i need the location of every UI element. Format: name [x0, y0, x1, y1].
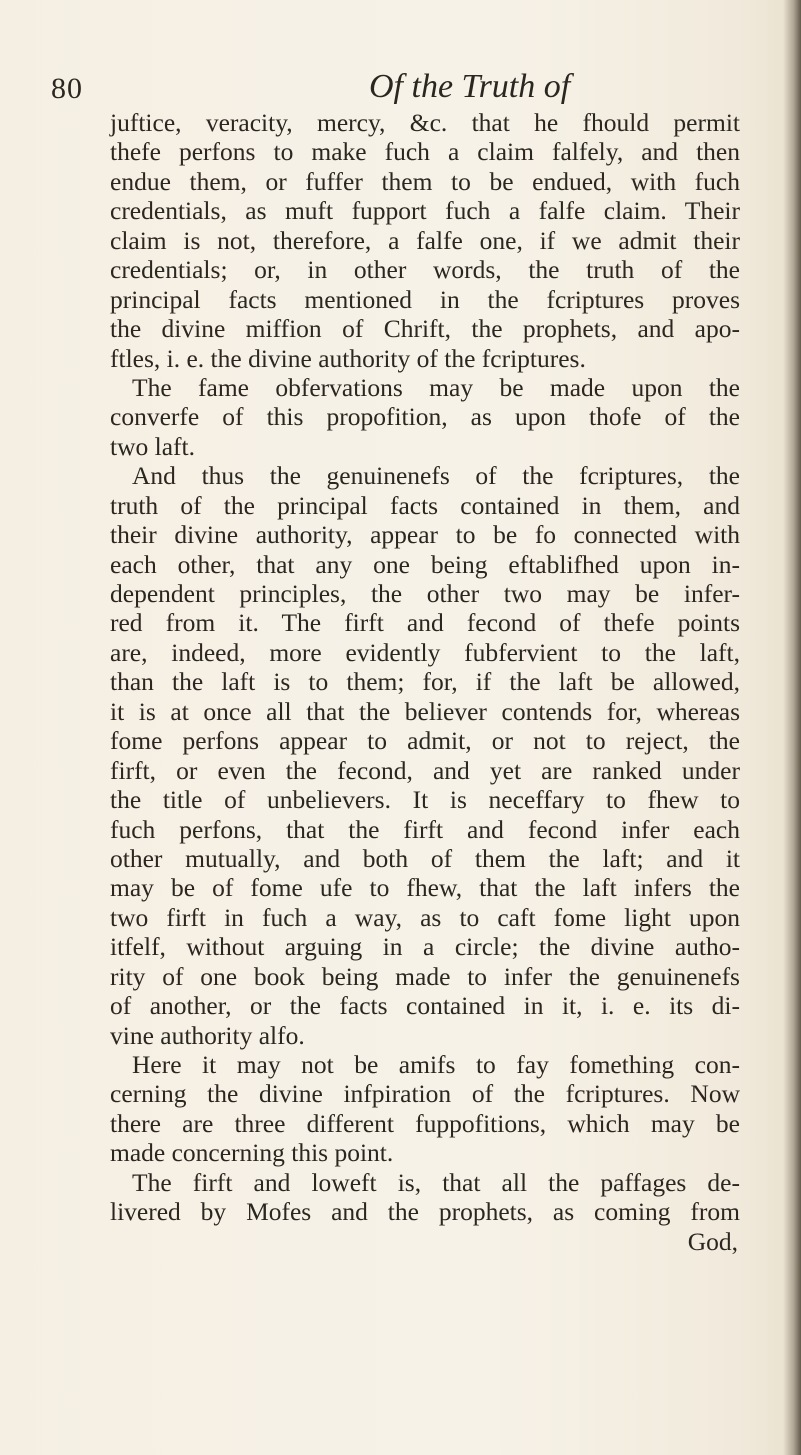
- page-edge-shadow: [783, 0, 801, 1455]
- text-line: of another, or the facts contained in it, i. e. its di-: [110, 991, 740, 1021]
- text-line: it is at once all that the believer contends for, whereas: [110, 696, 740, 726]
- text-line: credentials, as muft fupport fuch a falfe claim. Their: [110, 196, 740, 226]
- catchword: God,: [687, 1226, 738, 1256]
- text-line: itfelf, without arguing in a circle; the divine autho-: [110, 932, 740, 962]
- running-head: [51, 62, 741, 110]
- text-line: livered by Mofes and the prophets, as coming from: [110, 1197, 740, 1227]
- text-line: credentials; or, in other words, the truth of the: [110, 255, 740, 285]
- text-line: Here it may not be amifs to fay fomething con-: [132, 1050, 740, 1079]
- text-line: The firft and loweft is, that all the paffages de-: [132, 1167, 740, 1197]
- text-line: rity of one book being made to infer the genuinenefs: [110, 961, 740, 991]
- text-line: are, indeed, more evidently fubfervient to the laft,: [110, 637, 740, 667]
- text-line: firft, or even the fecond, and yet are ranked under: [110, 755, 740, 785]
- text-line: juftice, veracity, mercy, &c. that he fhould permit: [110, 108, 740, 137]
- text-line: made concerning this point.: [110, 1138, 394, 1168]
- text-line: claim is not, therefore, a falfe one, if we admit their: [110, 225, 740, 255]
- text-line: their divine authority, appear to be fo connected with: [110, 520, 740, 550]
- text-line: fome perfons appear to admit, or not to reject, the: [110, 726, 740, 756]
- text-line: other mutually, and both of them the laft; and it: [110, 843, 740, 873]
- text-line: the title of unbelievers. It is neceffary to fhew to: [110, 785, 740, 815]
- text-line: endue them, or fuffer them to be endued, with fuch: [110, 166, 740, 196]
- text-line: ftles, i. e. the divine authority of the fcriptures.: [110, 343, 586, 373]
- text-line: fuch perfons, that the firft and fecond infer each: [110, 814, 740, 844]
- text-line: dependent principles, the other two may be infer-: [110, 579, 740, 608]
- text-line: converfe of this propofition, as upon thofe of the: [110, 402, 740, 432]
- text-line: principal facts mentioned in the fcriptures proves: [110, 284, 740, 314]
- text-line: each other, that any one being eftablifhed upon in-: [110, 549, 740, 579]
- text-line: The fame obfervations may be made upon the: [132, 372, 740, 402]
- text-line: the divine miffion of Chrift, the prophets, and apo-: [110, 314, 740, 344]
- body-text: [110, 108, 740, 1256]
- text-line: thefe perfons to make fuch a claim falfely, and then: [110, 137, 740, 167]
- text-line: may be of fome ufe to fhew, that the laft infers the: [110, 873, 740, 903]
- text-line: there are three different fuppofitions, which may be: [110, 1108, 740, 1138]
- text-line: than the laft is to them; for, if the laft be allowed,: [110, 667, 740, 697]
- text-line: two laft.: [110, 431, 195, 461]
- text-line: truth of the principal facts contained in them, and: [110, 490, 740, 520]
- page-number: 80: [51, 72, 83, 105]
- text-line: two firft in fuch a way, as to caft fome light upon: [110, 902, 740, 932]
- text-line: red from it. The firft and fecond of thefe points: [110, 608, 740, 638]
- running-title: Of the Truth of: [369, 68, 571, 105]
- text-line: cerning the divine infpiration of the fcriptures. Now: [110, 1079, 740, 1109]
- text-line: And thus the genuinenefs of the fcriptures, the: [132, 461, 740, 491]
- text-line: vine authority alfo.: [110, 1020, 305, 1050]
